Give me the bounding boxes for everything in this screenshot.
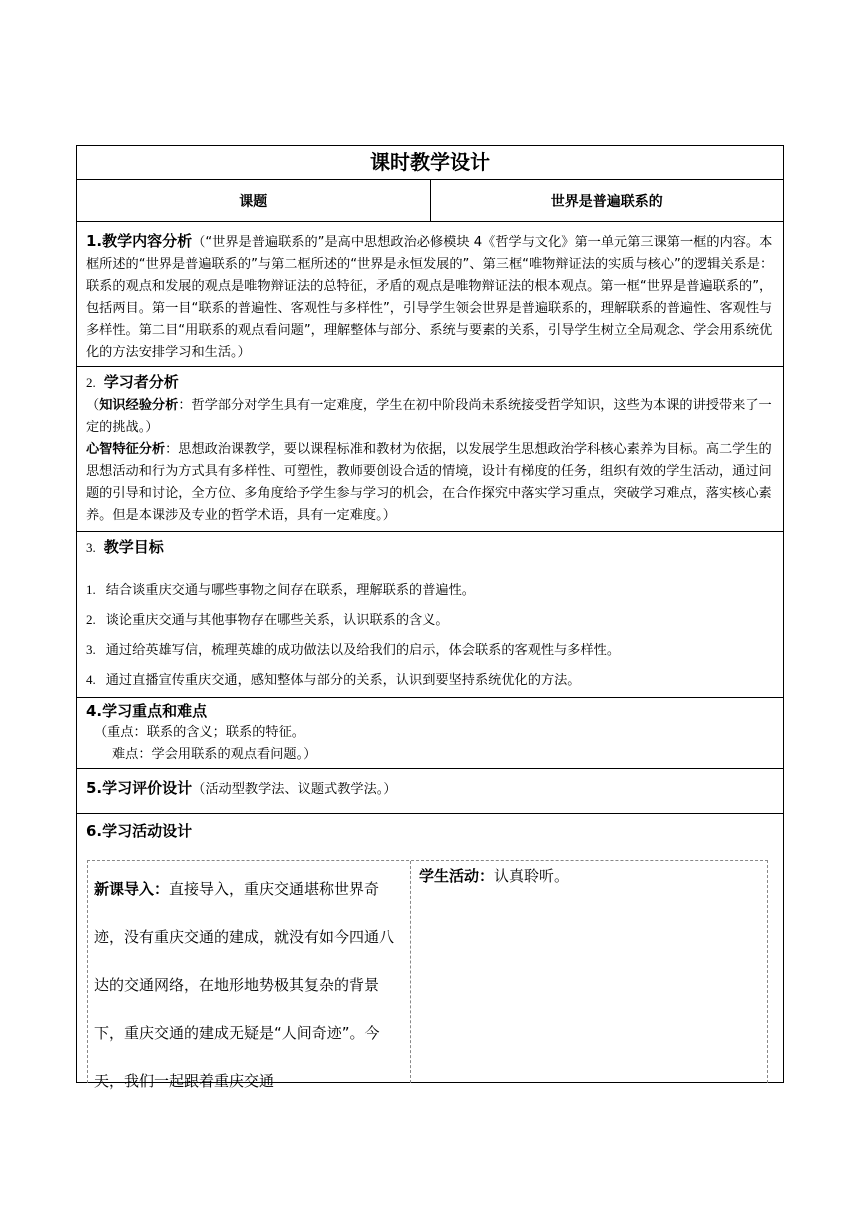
intro-label: 新课导入： — [94, 880, 170, 898]
learner-analysis-section — [77, 367, 784, 532]
lesson-design-table — [76, 145, 784, 1090]
item-number: 2. — [86, 612, 96, 627]
key-points-line: （重点：联系的含义；联系的特征。 — [94, 725, 305, 740]
evaluation-design-section — [77, 769, 784, 814]
item-text: 结合谈重庆交通与哪些事物之间存在联系，理解联系的普遍性。 — [105, 583, 475, 598]
item-text: 谈论重庆交通与其他事物存在哪些关系，认识联系的含义。 — [105, 613, 449, 628]
lesson-plan-page — [76, 145, 784, 1090]
teaching-objectives-section — [77, 532, 784, 698]
student-activity-text: 认真聆听。 — [494, 867, 570, 885]
activity-table — [87, 860, 768, 1090]
open-paren: （ — [86, 398, 100, 413]
objectives-number: 3. — [86, 540, 96, 555]
knowledge-experience-label: 知识经验分析 — [99, 398, 179, 413]
objectives-heading: 教学目标 — [103, 538, 164, 556]
student-activity-label: 学生活动： — [419, 867, 495, 885]
mental-traits-paragraph — [86, 439, 777, 527]
objectives-list — [86, 575, 777, 695]
activity-heading: 6.学习活动设计 — [86, 822, 193, 840]
teacher-activity-cell — [88, 861, 411, 1090]
document-title: 课时教学设计 — [77, 146, 784, 180]
item-number: 3. — [86, 642, 96, 657]
content-analysis-heading: 1.教学内容分析 — [86, 232, 193, 250]
knowledge-experience-paragraph — [86, 395, 777, 439]
knowledge-experience-text: ：哲学部分对学生具有一定难度，学生在初中阶段尚未系统接受哲学知识，这些为本课的讲授带来了一定的挑战。） — [86, 398, 772, 435]
content-analysis-section — [77, 222, 784, 367]
list-item — [86, 575, 777, 605]
item-text: 通过直播宣传重庆交通，感知整体与部分的关系，认识到要坚持系统优化的方法。 — [105, 673, 581, 688]
item-number: 4. — [86, 672, 96, 687]
mental-traits-text: ：思想政治课教学，要以课程标准和教材为依据，以发展学生思想政治学科核心素养为目标。高二学生的思想活动和行为方式具有多样性、可塑性，教师要创设合适的情境，设计有梯度的任务，组织有效的学生活动，通过问题的引导和讨论，全方位、多角度给予学生参与学习的机会，在合作探究中落实学习重点，突破学习难点，落实核心素养。但是本课涉及专业的哲学术语，具有一定难度。） — [86, 442, 772, 523]
difficult-points-line: 难点：学会用联系的观点看问题。） — [112, 747, 317, 762]
intro-text: 直接导入，重庆交通堪称世界奇迹，没有重庆交通的建成，就没有如今四通八达的交通网络，在地形地势极其复杂的背景下，重庆交通的建成无疑是“人间奇迹”。今天，我们一起跟着重庆交通 — [94, 880, 395, 1090]
student-activity-cell — [419, 865, 569, 887]
evaluation-text: （活动型教学法、议题式教学法。） — [192, 782, 397, 797]
key-points-heading: 4.学习重点和难点 — [86, 702, 208, 720]
topic-value: 世界是普遍联系的 — [430, 180, 784, 222]
topic-label: 课题 — [77, 180, 431, 222]
list-item — [86, 665, 777, 695]
activity-design-section — [77, 814, 784, 1090]
key-difficult-points-section — [77, 698, 784, 769]
mental-traits-label: 心智特征分析 — [86, 442, 166, 457]
learner-analysis-heading: 学习者分析 — [103, 373, 179, 391]
evaluation-heading: 5.学习评价设计 — [86, 779, 193, 797]
item-text: 通过给英雄写信，梳理英雄的成功做法以及给我们的启示，体会联系的客观性与多样性。 — [105, 643, 621, 658]
content-analysis-text: （“世界是普遍联系的”是高中思想政治必修模块 4《哲学与文化》第一单元第三课第一框的内容。本框所述的“世界是普遍联系的”与第二框所述的“世界是永恒发展的”、第三框“唯物辩证法的实质与核心”的逻辑关系是：联系的观点和发展的观点是唯物辩证法的总特征，矛盾的观点是唯物辩证法的根本观点。第一框“世界是普遍联系的”，包括两目。第一目“联系的普遍性、客观性与多样性”，引导学生领会世界是普遍联系的，理解联系的普遍性、客观性与多样性。第二目“用联系的观点看问题”，理解整体与部分、系统与要素的关系，引导学生树立全局观念、学会用系统优化的方法安排学习和生活。） — [86, 235, 774, 360]
item-number: 1. — [86, 582, 96, 597]
list-item — [86, 605, 777, 635]
learner-analysis-number: 2. — [86, 375, 96, 390]
list-item — [86, 635, 777, 665]
